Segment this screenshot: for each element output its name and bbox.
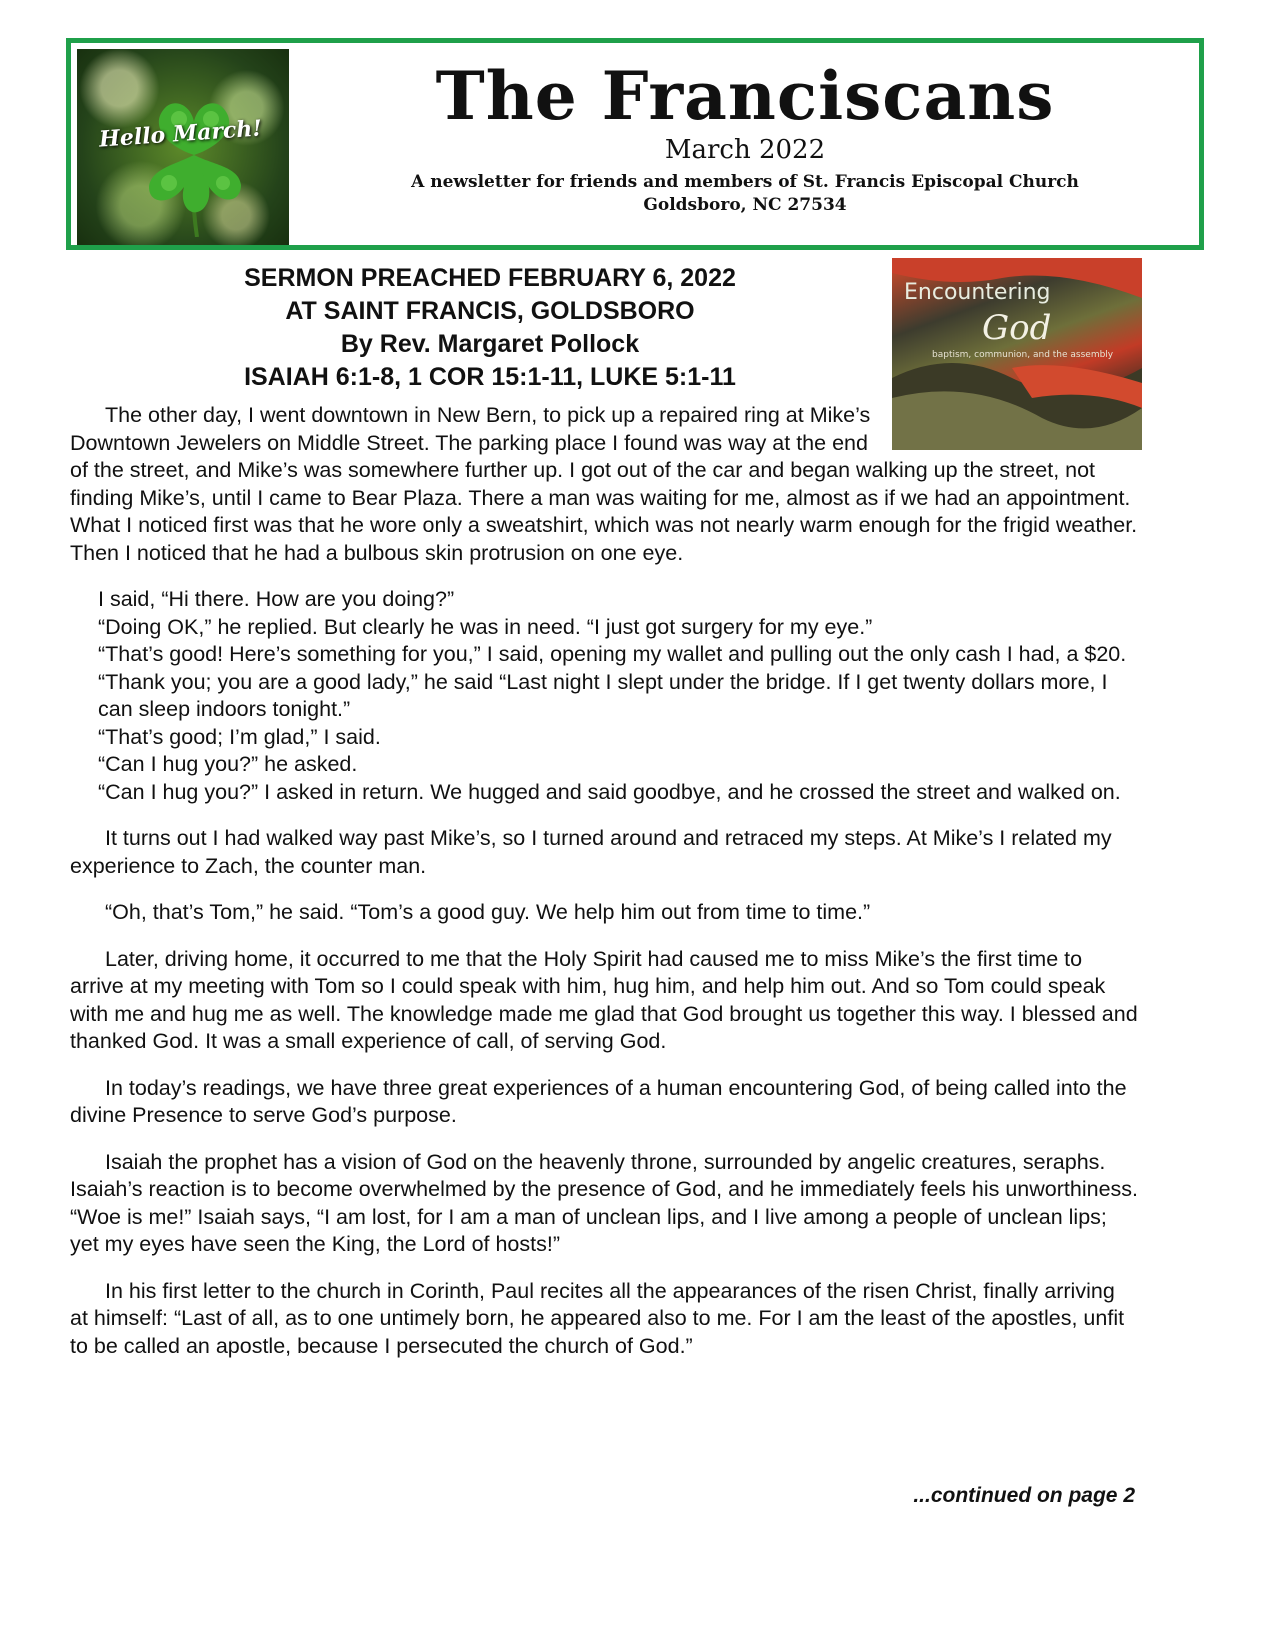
dialog-line: “Can I hug you?” I asked in return. We hugged and said goodbye, and he crossed the street and walked on. [98, 779, 1121, 804]
continued-note[interactable]: ...continued on page 2 [913, 1484, 1135, 1507]
sermon-heading-line-2: AT SAINT FRANCIS, GOLDSBORO [285, 297, 695, 325]
paragraph-7: In his first letter to the church in Corinth, Paul recites all the appearances of the risen Christ, finally arriving at himself: “Last of all, as to one untimely born, he appeared also to me. For I am the least of the apostles, unfit to be called an apostle, because I persecuted the church of God.” [70, 1278, 1125, 1358]
tagline-line-1: A newsletter for friends and members of St. Francis Episcopal Church [411, 172, 1079, 192]
dialog-line: “That’s good! Here’s something for you,” I said, opening my wallet and pulling out the only cash I had, a $20. [98, 642, 1127, 666]
sermon-body [70, 402, 1138, 1379]
newsletter-title: The Franciscans [435, 57, 1055, 135]
paragraph-1: The other day, I went downtown in New Bern, to pick up a repaired ring at Mike’s Downtown Jewelers on Middle Street. The parking place I found was way at the end of the street, and Mike’s was somewhere further up. I got out of the car and began walking up the street, not finding Mike’s, until I came to Bear Plaza. There a man was waiting for me, almost as if we had an appointment. What I noticed first was that he wore only a sweatshirt, which was not nearly warm enough for the frigid weather. Then I noticed that he had a bulbous skin protrusion on one eye. [70, 403, 1138, 565]
newsletter-header [66, 38, 1204, 250]
paragraph-2: It turns out I had walked way past Mike’s, so I turned around and retraced my steps. At Mike’s I related my experience to Zach, the counter man. [70, 826, 1112, 878]
dialog-line: “Thank you; you are a good lady,” he said “Last night I slept under the bridge. If I get twenty dollars more, I can sleep indoors tonight.” [98, 669, 1108, 721]
tagline-line-2: Goldsboro, NC 27534 [643, 195, 847, 215]
sermon-author: By Rev. Margaret Pollock [340, 330, 640, 358]
dialog-line: “Can I hug you?” he asked. [98, 752, 358, 776]
hello-march-text: Hello March! [98, 115, 263, 153]
sermon-heading [110, 262, 870, 394]
sermon-heading-line-1: SERMON PREACHED FEBRUARY 6, 2022 [244, 264, 736, 292]
dialog-block [98, 586, 1138, 806]
paragraph-3: “Oh, that’s Tom,” he said. “Tom’s a good guy. We help him out from time to time.” [105, 900, 871, 924]
book-title-line-2: God [982, 308, 1052, 348]
image-spacer [876, 402, 1138, 454]
paragraph-6: Isaiah the prophet has a vision of God on the heavenly throne, surrounded by angelic creatures, seraphs. Isaiah’s reaction is to become overwhelmed by the presence of God, and he immediately feels his unworthiness. “Woe is me!” Isaiah says, “I am lost, for I am a man of unclean lips, and I live among a people of unclean lips; yet my eyes have seen the King, the Lord of hosts!” [70, 1149, 1139, 1256]
dialog-line: “That’s good; I’m glad,” I said. [98, 724, 381, 749]
hello-march-image [77, 49, 289, 245]
dialog-line: I said, “Hi there. How are you doing?” [98, 587, 455, 611]
dialog-line: “Doing OK,” he replied. But clearly he was in need. “I just got surgery for my eye.” [98, 614, 873, 639]
newsletter-tagline [301, 171, 1189, 217]
paragraph-4: Later, driving home, it occurred to me that the Holy Spirit had caused me to miss Mike’s the first time to arrive at my meeting with Tom so I could speak with him, hug him, and help him out. And so Tom could speak with me and hug me as well. The knowledge made me glad that God brought us together this way. I blessed and thanked God. It was a small experience of call, of serving God. [70, 946, 1138, 1053]
book-title-line-1: Encountering [904, 280, 1051, 305]
sermon-scripture: ISAIAH 6:1-8, 1 COR 15:1-11, LUKE 5:1-11 [244, 363, 736, 391]
issue-date: March 2022 [664, 135, 826, 165]
book-subtitle: baptism, communion, and the assembly [932, 350, 1114, 360]
shamrock-icon [139, 87, 249, 237]
paragraph-5: In today’s readings, we have three great experiences of a human encountering God, of being called into the divine Presence to serve God’s purpose. [70, 1075, 1127, 1127]
